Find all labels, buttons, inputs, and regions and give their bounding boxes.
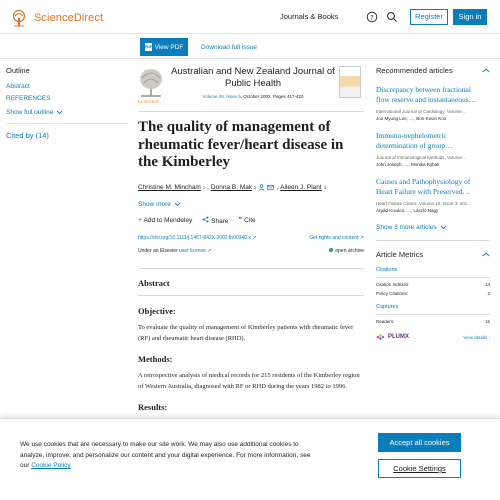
- pdf-icon: PDF: [144, 44, 153, 49]
- author-link[interactable]: [211, 184, 252, 191]
- sciencedirect-logo[interactable]: [10, 9, 103, 27]
- recommended-article-title[interactable]: [376, 85, 490, 105]
- show-more-label: Show more: [138, 200, 171, 208]
- license-text: [138, 248, 211, 254]
- author-link[interactable]: [138, 184, 201, 191]
- chevron-down-icon: [440, 225, 447, 230]
- objective-heading: Objective:: [138, 305, 176, 316]
- divider: [138, 268, 364, 269]
- quote-icon: ❞: [238, 217, 243, 224]
- volume-issue-link[interactable]: Volume 26, Issue 5: [202, 94, 241, 99]
- doi-link[interactable]: https://doi.org/10.1111/j.1467-842X.2002.tb00340.x ↗: [138, 234, 257, 241]
- register-button[interactable]: Register: [410, 9, 448, 25]
- plumx-flower-icon: [376, 334, 386, 340]
- separator: ,: [276, 183, 279, 191]
- author-name: Aileen J. Plant: [280, 183, 322, 191]
- share-label: Share: [211, 217, 229, 225]
- recommended-article-title[interactable]: [376, 131, 490, 151]
- recommended-article-authors: Árpád Kovács, …, László Nagy: [376, 208, 439, 213]
- abstract-heading: Abstract: [138, 277, 170, 288]
- outline-title: Outline: [6, 66, 30, 75]
- recommended-article-authors: John Joseph, …, Monika Rybak: [376, 162, 440, 167]
- journal-title[interactable]: Australian and New Zealand Journal of Public Health: [171, 66, 335, 89]
- elsevier-wordmark: ELSEVIER: [138, 99, 160, 104]
- view-details-label: View details: [463, 334, 488, 340]
- open-archive-badge: [329, 248, 364, 254]
- article-metrics-title: Article Metrics: [376, 250, 424, 259]
- share-button[interactable]: [202, 216, 228, 225]
- recommended-article: [376, 177, 490, 213]
- add-to-mendeley-button[interactable]: [138, 217, 192, 224]
- recommended-articles-header[interactable]: [376, 66, 490, 75]
- chevron-down-icon: [56, 110, 63, 115]
- journal-cover-image[interactable]: [339, 66, 361, 98]
- author-list: [138, 184, 364, 191]
- divider: [138, 295, 364, 296]
- article-actions: [138, 216, 364, 225]
- view-details-link[interactable]: View details ›: [463, 334, 490, 340]
- top-navigation: [0, 0, 500, 34]
- view-pdf-label: View PDF: [154, 43, 184, 51]
- metric-label: Readers:: [376, 319, 395, 324]
- methods-heading: Methods:: [138, 353, 173, 364]
- plumx-logo[interactable]: [376, 334, 409, 340]
- show-more-button[interactable]: [138, 201, 364, 208]
- journals-books-link[interactable]: Journals & Books: [280, 12, 339, 21]
- email-icon[interactable]: [267, 184, 274, 191]
- chevron-down-icon: [174, 202, 181, 207]
- metric-label: Policy Citations:: [376, 291, 409, 296]
- metric-row: [376, 282, 490, 287]
- recommended-article-journal: Journal of Immunological Methods, Volume…: [376, 155, 467, 160]
- elsevier-logo[interactable]: [138, 66, 164, 100]
- elsevier-tree-icon: [10, 9, 28, 27]
- external-link-icon: ↗: [207, 247, 212, 254]
- author-link[interactable]: [280, 184, 322, 191]
- methods-text: A retrospective analysis of medical records for 215 residents of the Kimberley region of Western Australia, diagnosed with RF or RHD during the years 1982 to 1996.: [138, 371, 360, 390]
- cite-label: Cite: [244, 217, 256, 224]
- license-prefix: Under an Elsevier: [138, 247, 180, 254]
- recommended-articles-title: Recommended articles: [376, 66, 453, 75]
- sign-in-button[interactable]: Sign in: [453, 9, 487, 25]
- author-affiliation-sup: 3: [323, 184, 326, 190]
- accept-all-cookies-button[interactable]: Accept all cookies: [378, 433, 461, 452]
- license-row: [138, 248, 364, 254]
- metric-value: 14: [484, 282, 490, 287]
- journal-volume-info: [168, 94, 338, 99]
- divider: [376, 277, 490, 278]
- show-more-articles-button[interactable]: [376, 224, 490, 231]
- outline-item-abstract[interactable]: Abstract: [6, 83, 30, 90]
- author-name: Christine M. Mincham: [138, 183, 201, 191]
- recommended-article: [376, 131, 490, 167]
- title-line: flow reserve and instantaneous…: [376, 95, 477, 104]
- divider: [138, 111, 364, 112]
- title-line: Discrepancy between fractional: [376, 85, 471, 94]
- article-title: The quality of management of rheumatic fever/heart disease in the Kimberley: [138, 119, 344, 170]
- cited-by-link[interactable]: Cited by (14): [6, 131, 49, 140]
- cookie-message: [20, 440, 320, 472]
- add-to-mendeley-label: Add to Mendeley: [143, 216, 193, 224]
- sidebar-right: [376, 66, 490, 340]
- chevron-up-icon: [482, 68, 490, 73]
- search-icon[interactable]: [386, 11, 398, 23]
- cookie-text: We use cookies that are necessary to make our site work. We may also use additional cookies to analyze, improve, and personalize our content and your digital experience. For more information, see our: [20, 441, 311, 469]
- rights-link[interactable]: Get rights and content ↗: [309, 234, 364, 241]
- separator: ,: [207, 183, 209, 191]
- view-pdf-button[interactable]: [140, 38, 188, 56]
- metric-row: [376, 291, 490, 296]
- author-affiliation-sup: 2: [254, 184, 257, 190]
- plus-icon: +: [138, 216, 143, 224]
- journal-header: [138, 66, 364, 108]
- doi-url: https://doi.org/10.1111/j.1467-842X.2002.tb00340.x: [138, 234, 251, 241]
- pdf-toolbar: [0, 35, 500, 59]
- user-license-link[interactable]: user license: [179, 247, 206, 254]
- recommended-article-authors: Joo Myung Lee, …, Bon-Kwon Koo: [376, 116, 447, 121]
- metric-row: [376, 319, 490, 324]
- svg-text:?: ?: [370, 13, 374, 22]
- open-archive-label: open archive: [335, 247, 364, 254]
- help-icon[interactable]: [366, 11, 378, 23]
- chevron-up-icon: [482, 252, 490, 257]
- show-full-outline-label: Show full outline: [6, 109, 54, 116]
- brand-name: ScienceDirect: [34, 12, 104, 24]
- cookie-banner: [0, 418, 500, 500]
- captures-heading: Captures: [376, 304, 399, 310]
- volume-date-pages: , October 2002, Pages 417-420: [240, 94, 304, 99]
- title-line: Heart Failure with Preserved…: [376, 187, 470, 196]
- share-icon: [202, 216, 209, 223]
- title-line: determination of group…: [376, 141, 453, 150]
- recommended-article-journal: Heart Failure Clinics, Volume 10, Issue 3, 201…: [376, 201, 472, 206]
- download-full-issue-link[interactable]: Download full issue: [201, 44, 258, 51]
- recommended-article-title[interactable]: [376, 177, 490, 197]
- metric-value: 16: [484, 319, 490, 324]
- show-more-articles-label: Show 3 more articles: [376, 224, 437, 231]
- author-affiliation-sup: 1: [202, 184, 206, 190]
- cookie-policy-link[interactable]: Cookie Policy: [31, 462, 71, 469]
- open-archive-dot-icon: [329, 248, 333, 252]
- plumx-label: PLUMX: [388, 334, 409, 340]
- person-icon: [258, 184, 265, 191]
- outline-item-references[interactable]: REFERENCES: [6, 95, 51, 102]
- author-name: Donna B. Mak: [210, 183, 253, 191]
- doi-row: [138, 235, 364, 241]
- title-line: Immuno-nephelometric: [376, 131, 447, 140]
- metric-value: 2: [487, 291, 490, 296]
- plumx-row: [376, 334, 490, 340]
- divider: [376, 240, 490, 241]
- citations-heading: Citations: [376, 267, 398, 273]
- recommended-article: [376, 85, 490, 121]
- article-metrics-header[interactable]: [376, 250, 490, 259]
- cookie-settings-button[interactable]: Cookie Settings: [378, 459, 461, 478]
- metric-label: Citation Indexes:: [376, 282, 410, 287]
- objective-text: To evaluate the quality of management of Kimberley patients with rheumatic fever (RF) and rheumatic heart disease (RHD).: [138, 323, 354, 342]
- show-full-outline-button[interactable]: [6, 109, 126, 116]
- rights-label: Get rights and content: [309, 234, 359, 241]
- divider: [6, 123, 128, 124]
- results-heading: Results:: [138, 401, 168, 412]
- divider: [376, 314, 490, 315]
- title-line: Causes and Pathophysiology of: [376, 177, 471, 186]
- recommended-article-journal: International Journal of Cardiology, Volume…: [376, 109, 467, 114]
- article-main: [138, 66, 364, 412]
- outline-panel: [6, 66, 126, 140]
- cite-button[interactable]: [239, 216, 256, 224]
